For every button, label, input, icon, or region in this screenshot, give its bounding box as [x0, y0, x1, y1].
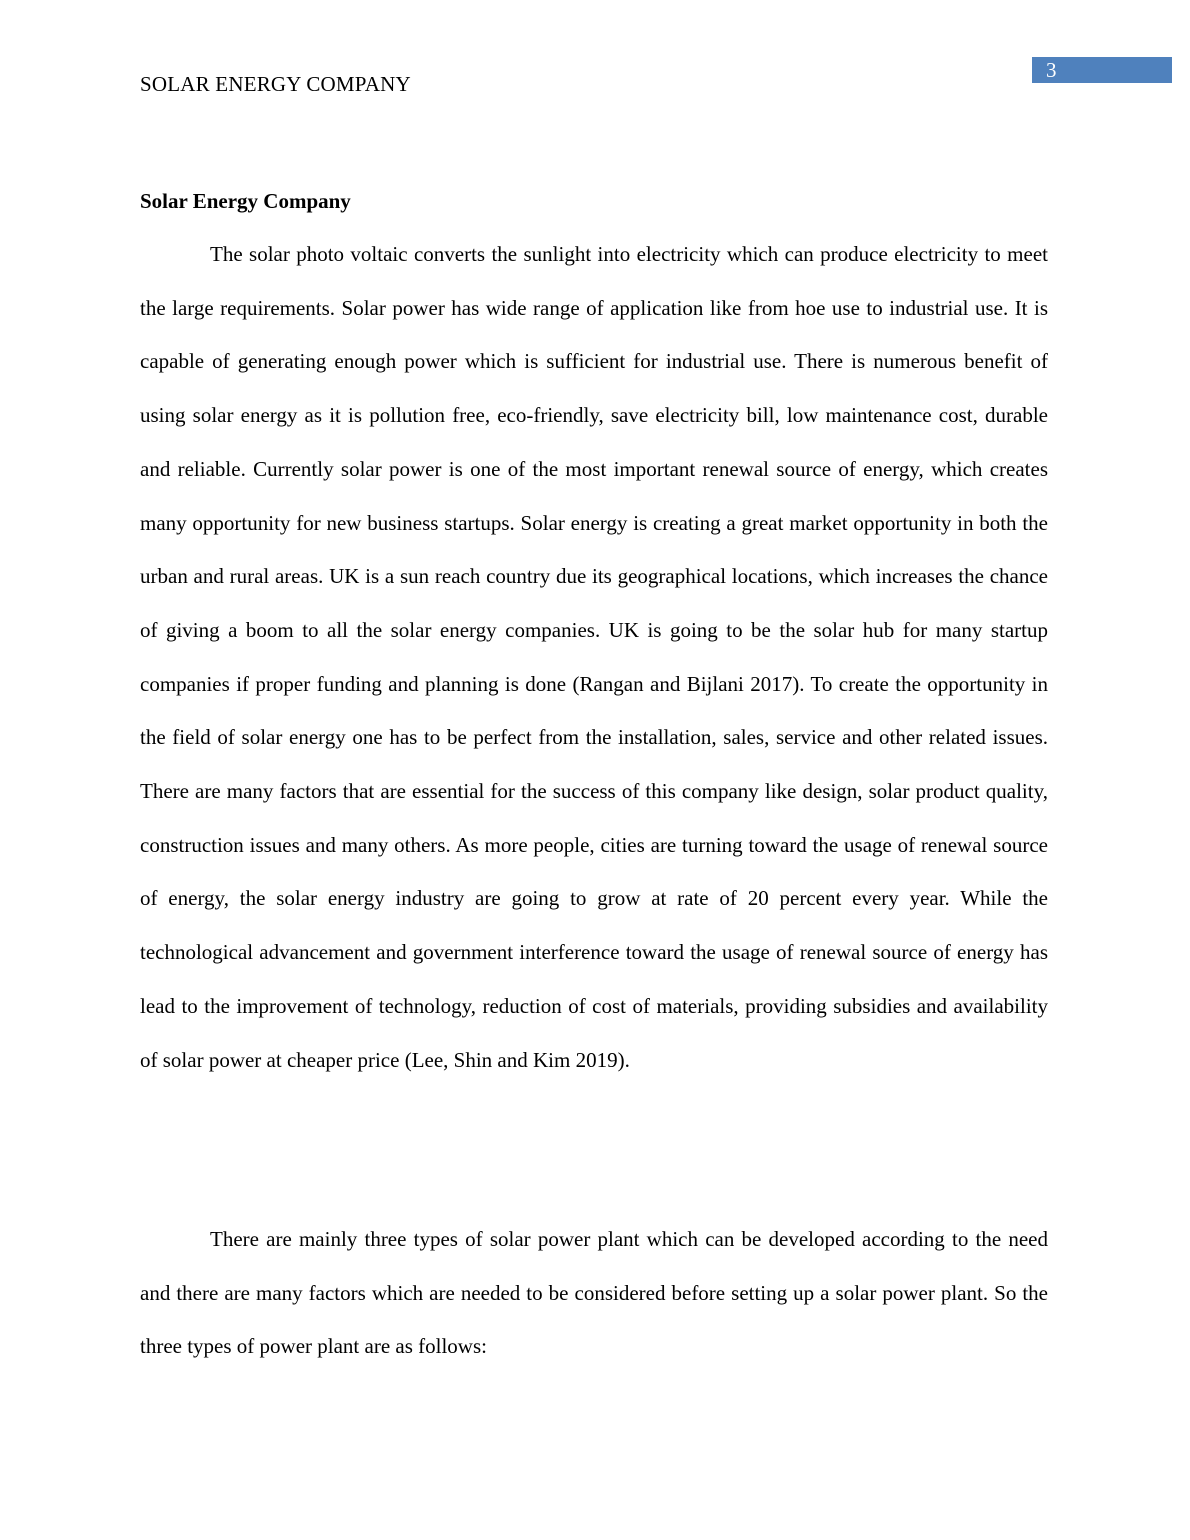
page-number-bar [1032, 57, 1172, 83]
body-paragraph: There are mainly three types of solar power plant which can be developed according to the need and there are many factors which are needed to be considered before setting up a solar power plant. So the three types of power plant are as follows: [140, 1227, 1048, 1359]
section-heading: Solar Energy Company [140, 189, 351, 213]
page-number: 3 [1046, 58, 1057, 82]
body-paragraph: The solar photo voltaic converts the sunlight into electricity which can produce electricity to meet the large requirements. Solar power has wide range of application like from hoe use to industrial use. It is capable of generating enough power which is sufficient for industrial use. There is numerous benefit of using solar energy as it is pollution free, eco-friendly, save electricity bill, low maintenance cost, durable and reliable. Currently solar power is one of the most important renewal source of energy, which creates many opportunity for new business startups. Solar energy is creating a great market opportunity in both the urban and rural areas. UK is a sun reach country due its geographical locations, which increases the chance of giving a boom to all the solar energy companies. UK is going to be the solar hub for many startup companies if proper funding and planning is done (Rangan and Bijlani 2017). To create the opportunity in the field of solar energy one has to be perfect from the installation, sales, service and other related issues. There are many factors that are essential for the success of this company like design, solar product quality, construction issues and many others. As more people, cities are turning toward the usage of renewal source of energy, the solar energy industry are going to grow at rate of 20 percent every year. While the technological advancement and government interference toward the usage of renewal source of energy has lead to the improvement of technology, reduction of cost of materials, providing subsidies and availability of solar power at cheaper price (Lee, Shin and Kim 2019). [140, 242, 1048, 1072]
running-head: SOLAR ENERGY COMPANY [140, 72, 411, 96]
